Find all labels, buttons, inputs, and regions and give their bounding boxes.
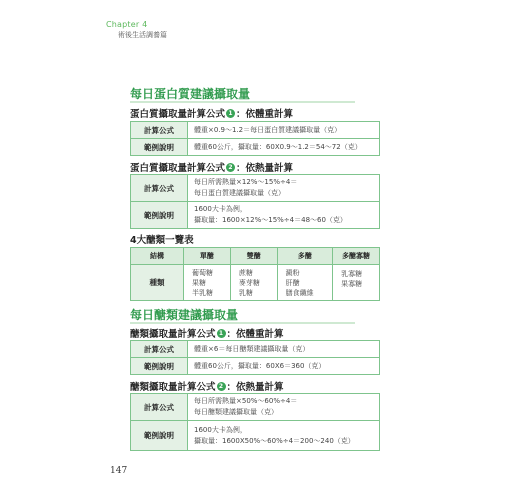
formula-title-text: 蛋白質攝取量計算公式 <box>130 109 226 120</box>
formula-number-badge: 2 <box>217 382 226 391</box>
row-value: 體重×0.9～1.2＝每日蛋白質建議攝取量（克） <box>188 122 380 139</box>
sugars-table-title: 4大醣類一覽表 <box>130 235 194 246</box>
formula-title-text: 醣類攝取量計算公式 <box>130 329 216 340</box>
row-value <box>188 421 380 451</box>
page-number: 147 <box>110 466 128 476</box>
formula-number-badge: 2 <box>226 163 235 172</box>
protein-formula1-title <box>130 106 293 120</box>
carbs-title-underline <box>130 322 355 324</box>
protein-title-underline <box>130 101 355 103</box>
table-cell <box>333 265 380 301</box>
cell-line: 半乳糖 <box>192 288 213 297</box>
cell-line: 乳糖 <box>238 288 253 297</box>
cell-line: 膳食纖維 <box>285 288 314 297</box>
value-line: 每日蛋白質建議攝取量（克） <box>194 189 285 197</box>
formula-number-badge: 1 <box>217 329 226 338</box>
table-row <box>131 265 380 301</box>
value-line: 攝取量：1600X50%～60%÷4＝200～240（克） <box>194 436 355 445</box>
carbs-formula2-table <box>130 393 380 451</box>
value-line: 攝取量：1600×12%～15%÷4＝48～60（克） <box>194 216 347 224</box>
sugars-table <box>130 247 380 301</box>
column-header: 多醣 <box>277 248 332 265</box>
carbs-formula1-title <box>130 326 284 340</box>
column-header: 結構 <box>131 248 184 265</box>
row-key: 範例說明 <box>131 358 188 375</box>
cell-line: 澱粉 <box>285 268 300 277</box>
formula-title-suffix: ：依體重計算 <box>226 329 284 340</box>
table-row <box>131 358 380 375</box>
table-cell <box>230 265 277 301</box>
formula-title-suffix: ：依熱量計算 <box>226 382 284 393</box>
row-value <box>188 202 380 229</box>
formula-title-text: 蛋白質攝取量計算公式 <box>130 163 226 174</box>
column-header: 多醣寡糖 <box>333 248 380 265</box>
row-value <box>188 394 380 421</box>
table-row <box>131 122 380 139</box>
table-cell <box>184 265 231 301</box>
protein-section-title: 每日蛋白質建議攝取量 <box>130 87 251 101</box>
carbs-section-title: 每日醣類建議攝取量 <box>130 308 239 322</box>
cell-line: 乳寡糖 <box>341 270 363 278</box>
cell-line: 麥芽糖 <box>238 278 260 287</box>
value-line: 每日所需熱量×12%～15%÷4＝ <box>194 178 298 186</box>
cell-line: 果糖 <box>192 278 206 287</box>
table-row <box>131 341 380 358</box>
table-row <box>131 394 380 421</box>
column-header: 單醣 <box>184 248 231 265</box>
formula-title-text: 醣類攝取量計算公式 <box>130 382 216 393</box>
table-row <box>131 175 380 202</box>
table-row <box>131 139 380 156</box>
row-key: 計算公式 <box>131 122 188 139</box>
chapter-label: Chapter 4 <box>106 20 148 29</box>
carbs-formula1-table <box>130 340 380 375</box>
chapter-subtitle: 術後生活調養篇 <box>118 31 167 39</box>
row-key: 計算公式 <box>131 394 188 421</box>
row-value: 體重×6＝每日醣類建議攝取量（克） <box>188 341 380 358</box>
row-key: 種類 <box>131 265 184 301</box>
formula-title-suffix: ：依熱量計算 <box>236 163 294 174</box>
value-line: 1600大卡為例， <box>194 425 247 434</box>
value-line: 1600大卡為例， <box>194 205 247 213</box>
row-value: 體重60公斤，攝取量：60X6＝360（克） <box>188 358 380 375</box>
cell-line: 肝醣 <box>285 278 300 287</box>
protein-formula2-table <box>130 174 380 229</box>
row-key: 計算公式 <box>131 175 188 202</box>
row-key: 範例說明 <box>131 139 188 156</box>
table-row <box>131 421 380 451</box>
formula-title-suffix: ：依體重計算 <box>236 109 294 120</box>
row-key: 範例說明 <box>131 421 188 451</box>
value-line: 每日所需熱量×50%～60%÷4＝ <box>194 397 298 405</box>
row-key: 計算公式 <box>131 341 188 358</box>
carbs-formula2-title <box>130 379 284 393</box>
cell-line: 果寡糖 <box>341 280 363 288</box>
row-value <box>188 175 380 202</box>
row-key: 範例說明 <box>131 202 188 229</box>
value-line: 每日醣類建議攝取量（克） <box>194 408 278 416</box>
table-cell <box>277 265 332 301</box>
table-row <box>131 202 380 229</box>
table-header-row <box>131 248 380 265</box>
protein-formula1-table <box>130 121 380 156</box>
column-header: 雙醣 <box>230 248 277 265</box>
formula-number-badge: 1 <box>226 109 235 118</box>
protein-formula2-title <box>130 160 293 174</box>
row-value: 體重60公斤，攝取量：60X0.9～1.2＝54～72（克） <box>188 139 380 156</box>
cell-line: 葡萄糖 <box>192 268 213 277</box>
cell-line: 蔗糖 <box>238 268 253 277</box>
